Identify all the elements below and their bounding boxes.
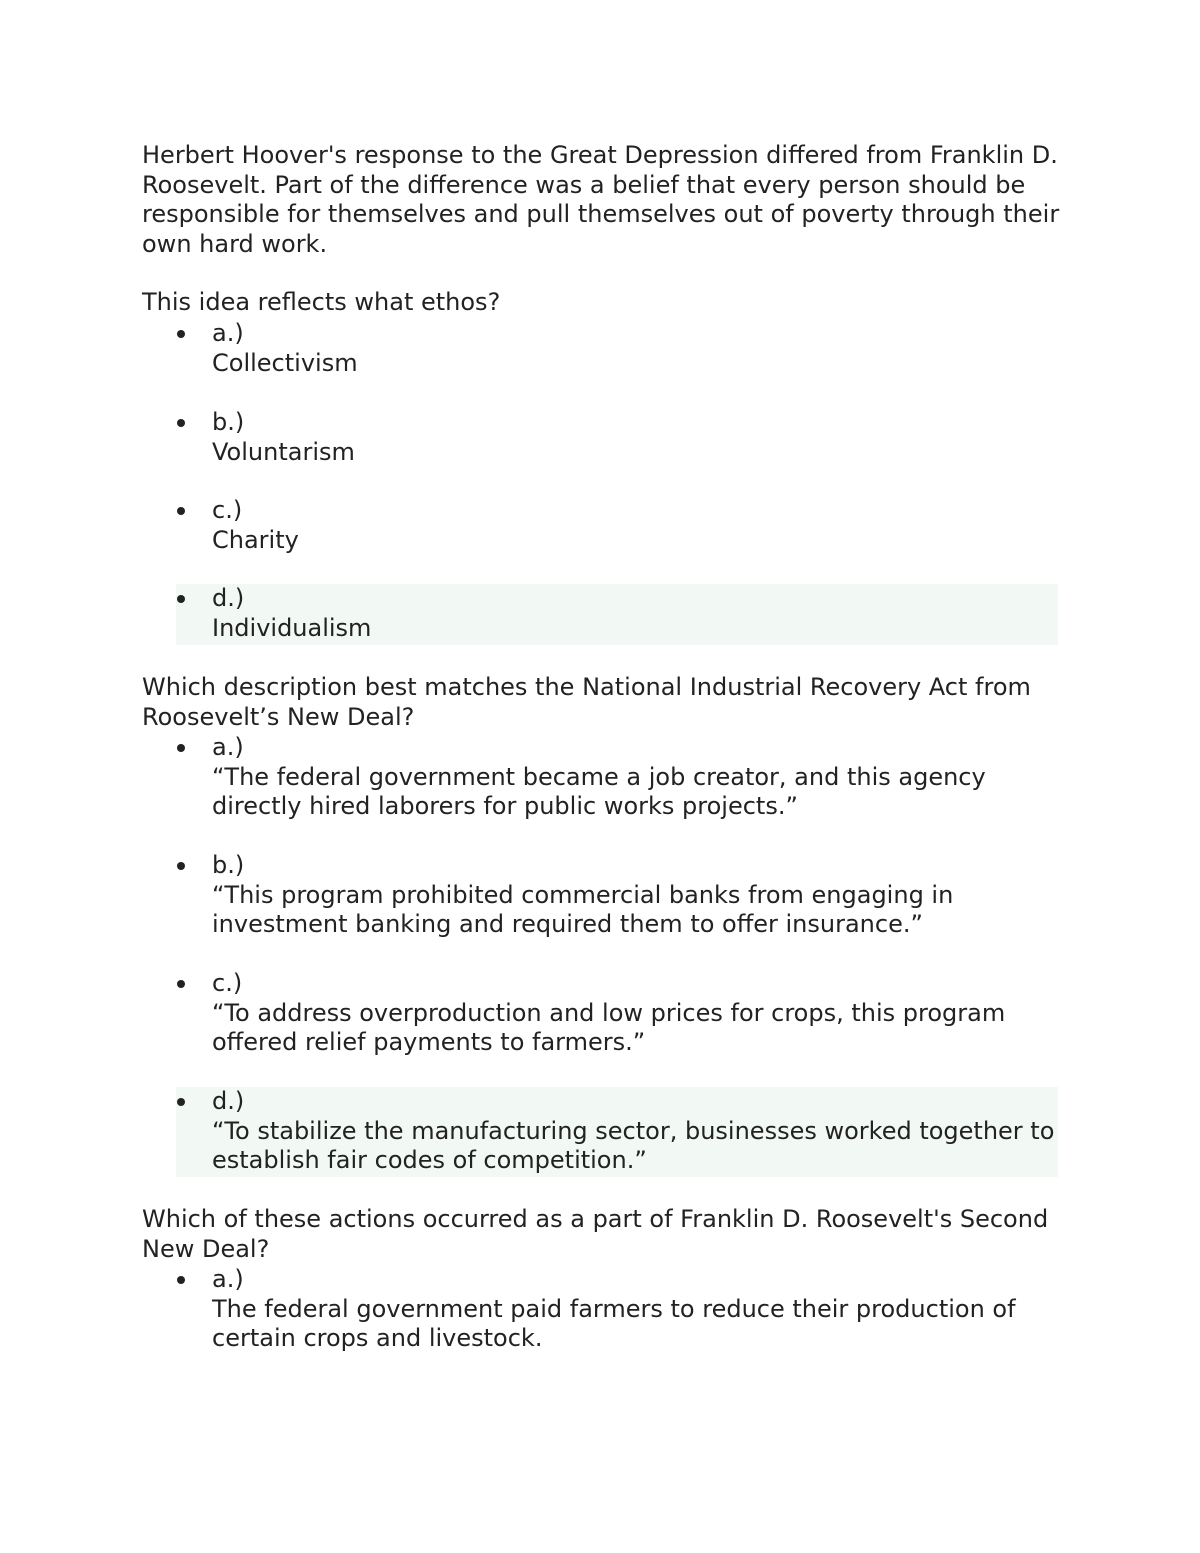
bullet-icon [176,851,186,881]
question-1-prompt: This idea reflects what ethos? [142,288,501,316]
bullet-icon [176,408,186,438]
bullet-icon [176,1087,186,1117]
question-1-answer-a[interactable] [176,319,1058,378]
answer-text: Voluntarism [212,437,355,466]
answer-letter: c.) [212,969,243,997]
question-2-answer-b[interactable] [176,851,1058,940]
question-1-answer-d[interactable] [176,584,1058,645]
answer-text: Collectivism [212,348,358,377]
question-2-prompt: Which description best matches the National Industrial Recovery Act from Roosevelt’s New Deal? [142,673,1031,731]
question-2-answer-d[interactable] [176,1087,1058,1177]
answer-text: “This program prohibited commercial banks from engaging in investment banking and required them to offer insurance.” [212,880,954,939]
answer-text: Individualism [212,613,372,642]
bullet-icon [176,733,186,763]
question-1-answer-c[interactable] [176,496,1058,555]
answer-letter: d.) [212,584,245,612]
answer-text: Charity [212,525,299,554]
answer-letter: d.) [212,1087,245,1115]
bullet-icon [176,969,186,999]
bullet-icon [176,1265,186,1295]
answer-text: “To stabilize the manufacturing sector, businesses worked together to establish fair codes of competition.” [212,1116,1055,1175]
answer-text: “To address overproduction and low prices for crops, this program offered relief payments to farmers.” [212,998,1006,1057]
answer-letter: a.) [212,733,244,761]
answer-letter: c.) [212,496,243,524]
bullet-icon [176,496,186,526]
answer-text: “The federal government became a job creator, and this agency directly hired laborers for public works projects.” [212,762,986,821]
question-3-prompt: Which of these actions occurred as a part of Franklin D. Roosevelt's Second New Deal? [142,1205,1049,1263]
answer-letter: a.) [212,319,244,347]
answer-letter: b.) [212,408,245,436]
answer-letter: b.) [212,851,245,879]
question-3-answer-a[interactable] [176,1265,1058,1354]
reading-passage: Herbert Hoover's response to the Great Depression differed from Franklin D. Roosevelt. Part of the difference was a belief that every person should be responsible for themselves and pull themselves out of poverty through their own hard work. [142,141,1060,258]
bullet-icon [176,584,186,614]
question-1-answer-b[interactable] [176,408,1058,467]
answer-letter: a.) [212,1265,244,1293]
answer-text: The federal government paid farmers to reduce their production of certain crops and livestock. [212,1294,1016,1353]
bullet-icon [176,319,186,349]
question-2-answer-a[interactable] [176,733,1058,822]
question-2-answer-c[interactable] [176,969,1058,1058]
